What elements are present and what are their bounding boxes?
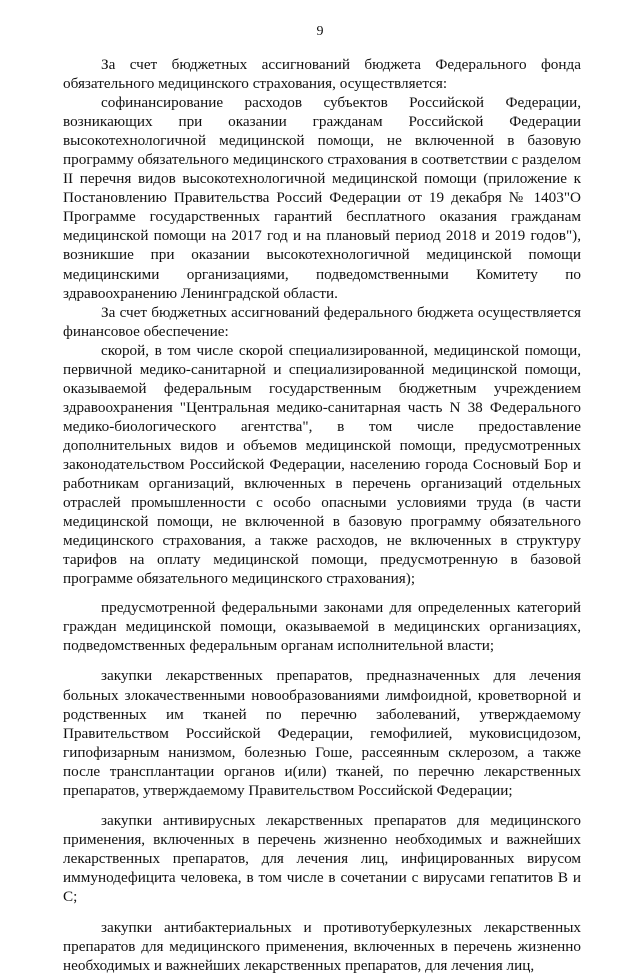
paragraph-cofinancing: софинансирование расходов субъектов Российской Федерации, возникающих при оказании гражданам Российской Федерации высокотехнологичной медицинской помощи, не включенной в базовую программу обязательного медицинского страхования в соответствии с разделом II перечня видов высокотехнологичной медицинской помощи (приложение к Постановлению Правительства Россий Федерации от 19 декабря № 1403"О Программе государственных гарантий бесплатного оказания гражданам медицинской помощи на 2017 год и на плановый период 2018 и 2019 годов"), возникшие при оказании высокотехнологичной медицинской помощи медицинскими организациями, подведомственными Комитету по здравоохранению Ленинградской области.	[63, 94, 581, 302]
document-body	[63, 55, 581, 975]
paragraph-antibacterial-drugs: закупки антибактериальных и противотуберкулезных лекарственных препаратов для медицинского применения, включенных в перечень жизненно необходимых и важнейших лекарственных препаратов, для лечения лиц,	[63, 919, 581, 975]
paragraph-federal-fund-intro: За счет бюджетных ассигнований бюджета Федерального фонда обязательного медицинского страхования, осуществляется:	[63, 56, 581, 93]
paragraph-federal-laws: предусмотренной федеральными законами для определенных категорий граждан медицинской помощи, оказываемой в медицинских организациях, подведомственных федеральным органам исполнительной власти;	[63, 599, 581, 655]
paragraph-antiviral-drugs: закупки антивирусных лекарственных препаратов для медицинского применения, включенных в перечень жизненно необходимых и важнейших лекарственных препаратов, для лечения лиц, инфицированных вирусом иммунодефицита человека, в том числе в сочетании с вирусами гепатитов B и C;	[63, 811, 581, 905]
paragraph-emergency-care: скорой, в том числе скорой специализированной, медицинской помощи, первичной медико-санитарной и специализированной медицинской помощи, оказываемой федеральным государственным бюджетным учреждением здравоохранения "Центральная медико-санитарная часть N 38 Федерального медико-биологического агентства", в том числе предоставление дополнительных видов и объемов медицинской помощи, предусмотренных законодательством Российской Федерации, населению города Сосновый Бор и работникам организаций, включенных в перечень организаций отдельных отраслей промышленности с особо опасными условиями труда (в части медицинской помощи, не включенной в базовую программу обязательного медицинского страхования, а также расходов, не включенных в структуру тарифов на оплату медицинской помощи, предусмотренную в базовой программе обязательного медицинского страхования);	[63, 341, 581, 588]
paragraph-drug-purchase-oncology: закупки лекарственных препаратов, предназначенных для лечения больных злокачественными новообразованиями лимфоидной, кроветворной и родственных им тканей по перечню заболеваний, утверждаемому Правительством Российской Федерации, гемофилией, муковисцидозом, гипофизарным нанизмом, болезнью Гоше, рассеянным склерозом, а также после трансплантации органов и(или) тканей, по перечню лекарственных препаратов, утверждаемому Правительством Российской Федерации;	[63, 667, 581, 799]
paragraph-federal-budget-intro: За счет бюджетных ассигнований федерального бюджета осуществляется финансовое обеспечение:	[63, 303, 581, 340]
page-number: 9	[316, 24, 324, 39]
